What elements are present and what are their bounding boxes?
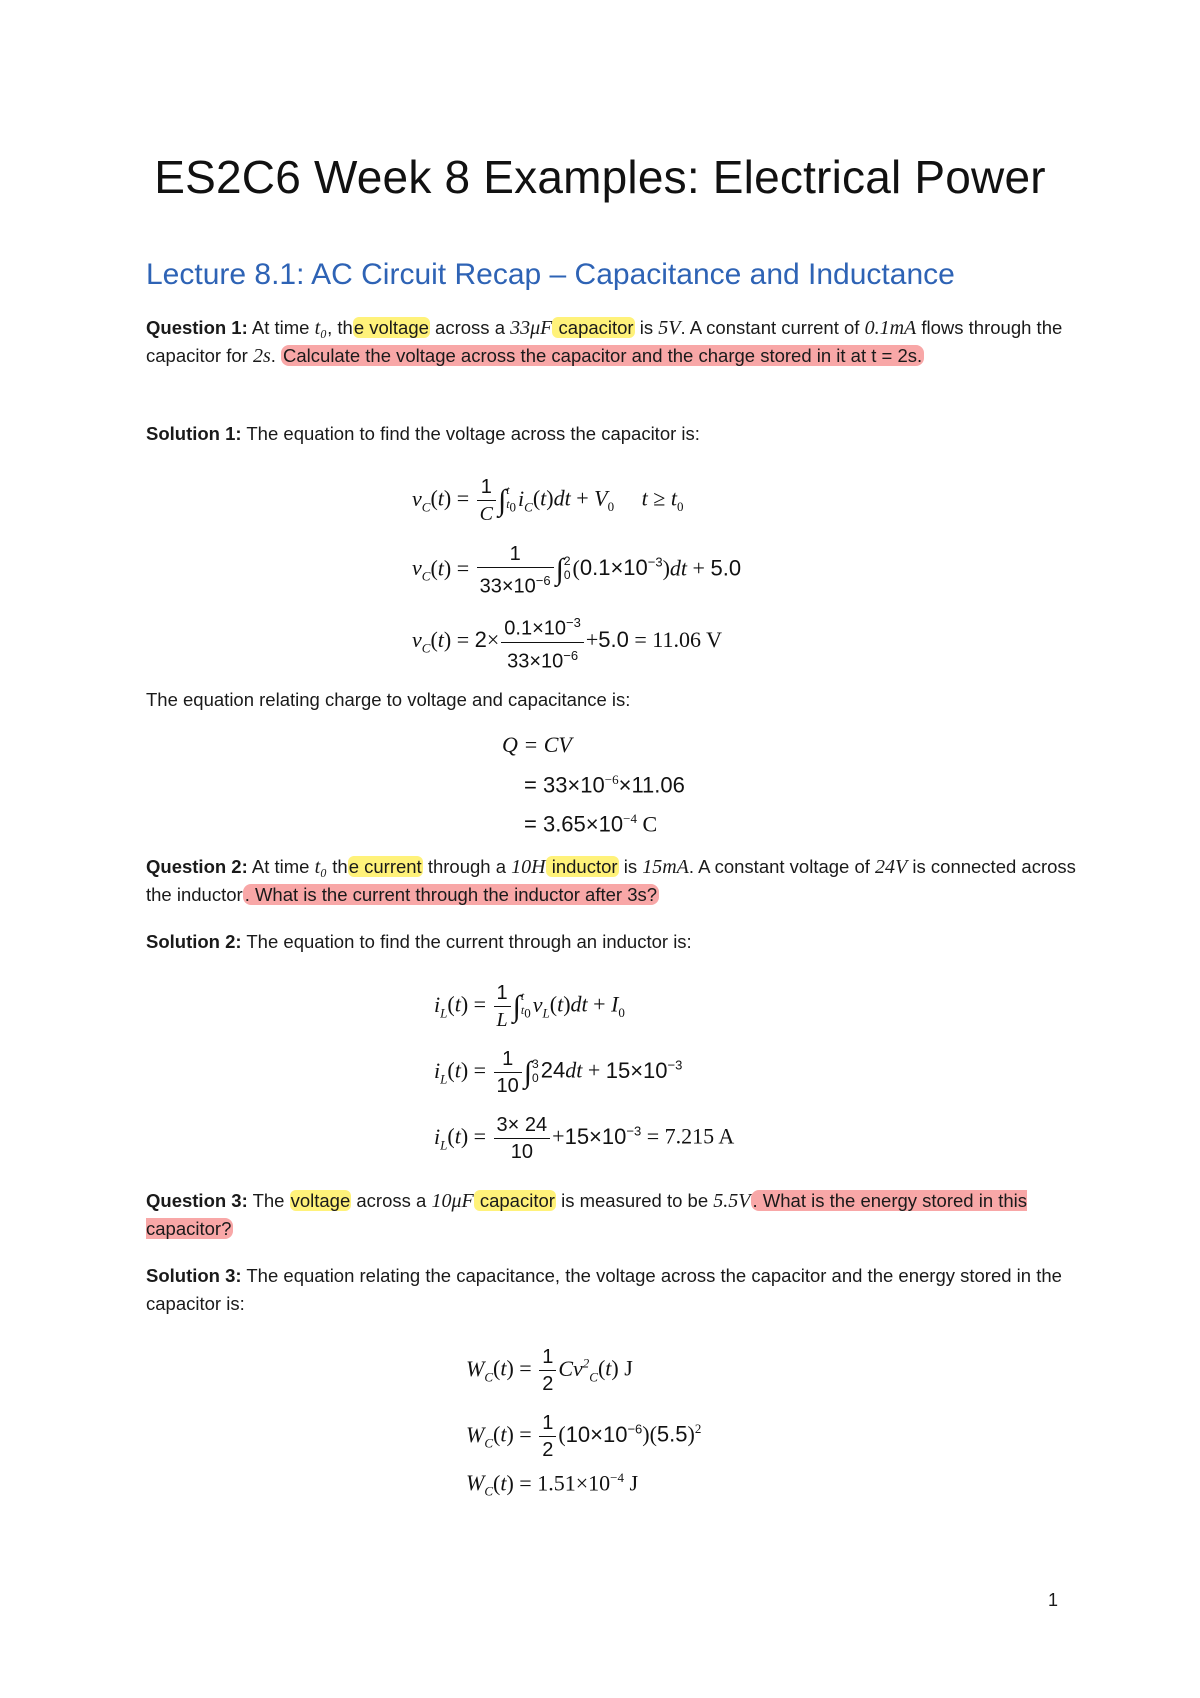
- solution-2-intro: Solution 2: The equation to find the current through an inductor is:: [146, 931, 692, 952]
- equation-3-1: $W_C(t)$ = $\frac{1}{2}$ $Cv^2_C(t)$ J: [466, 1346, 633, 1395]
- highlight-voltage: e voltage: [353, 317, 429, 338]
- highlight-capacitor: capacitor: [553, 317, 634, 338]
- equation-charge-2: = $33\times 10^{-6}\times 11.06$: [524, 772, 685, 798]
- solution-2-label: Solution 2:: [146, 931, 242, 952]
- question-3-label: Question 3:: [146, 1190, 248, 1211]
- equation-charge-3: = $3.65\times 10^{-4}$ C: [524, 811, 658, 837]
- question-1: Question 1: At time t₀, the voltage across a 33μF capacitor is 5V. A constant current of 0.1mA flows through the capacitor for 2s. Calculate the voltage across the capacitor and the charge stored in it at t = 2s.: [146, 317, 1063, 367]
- highlight-question-1-task: Calculate the voltage across the capacitor and the charge stored in it at t = 2s.: [283, 345, 923, 366]
- question-3: Question 3: The voltage across a 10μF capacitor is measured to be 5.5V . What is the energy stored in this capacitor?: [146, 1190, 1028, 1239]
- equation-charge-1: Q = CV: [502, 732, 572, 757]
- solution-3-intro: Solution 3: The equation relating the capacitance, the voltage across the capacitor and the energy stored in the capacitor is:: [146, 1265, 1062, 1314]
- charge-intro: The equation relating charge to voltage and capacitance is:: [146, 689, 631, 710]
- highlight-current: e current: [348, 856, 422, 877]
- highlight-question-3-task: . What is the energy stored in this capacitor?: [146, 1190, 1028, 1239]
- page-title: ES2C6 Week 8 Examples: Electrical Power: [154, 151, 1046, 203]
- equation-1-2: $v_C(t)$ = $\frac{1}{33\times 10^{-6}}$ ∫2 $0(0.1\times 10^{-3})dt + 5.0$: [412, 543, 742, 598]
- solution-3-label: Solution 3:: [146, 1265, 242, 1286]
- equation-1-3: $v_C(t) = 2\times$ $\frac{0.1\times 10^{-3}}{33\times 10^{-6}}$ +5.0 = 11.06 V: [412, 610, 722, 674]
- solution-1-label: Solution 1:: [146, 423, 242, 444]
- solution-1-intro: Solution 1: The equation to find the voltage across the capacitor is:: [146, 423, 700, 444]
- equation-2-1: $i_L(t)$ = $\frac{1}{L}$ ∫t $t_0v_L(t)dt + I_0$: [434, 982, 625, 1031]
- equation-2-2: $i_L(t)$ = $\frac{1}{10}$ ∫3 $024dt + 15\times 10^{-3}$: [434, 1048, 683, 1097]
- equation-3-2: $W_C(t)$ = $\frac{1}{2}$ $(10\times 10^{-6})(5.5)^2$: [466, 1412, 702, 1461]
- equation-1-1: $v_C(t)$ = $\frac{1}{C}$ ∫t $t_0i_C(t)dt + V_0$ $t \ge t_0$: [412, 476, 684, 525]
- highlight-question-2-task: . What is the current through the inductor after 3s?: [244, 884, 658, 905]
- highlight-voltage-q3: voltage: [290, 1190, 351, 1211]
- question-2-label: Question 2:: [146, 856, 248, 877]
- equation-2-3: $i_L(t)$ = $\frac{3\times 24}{10}$ $+15\times 10^{-3} = 7.215$ A: [434, 1114, 735, 1163]
- highlight-capacitor-q3: capacitor: [474, 1190, 555, 1211]
- lecture-heading: Lecture 8.1: AC Circuit Recap – Capacitance and Inductance: [146, 258, 955, 291]
- question-1-label: Question 1:: [146, 317, 248, 338]
- page-number: 1: [1048, 1590, 1059, 1610]
- question-2: Question 2: At time t₀ the current through a 10H inductor is 15mA. A constant voltage of 24V is connected across the inductor . What is the current through the inductor after 3s?: [146, 856, 1076, 905]
- equation-3-3: $W_C(t) = 1.51\times 10^{-4}$ J: [466, 1470, 639, 1499]
- highlight-inductor: inductor: [546, 856, 618, 877]
